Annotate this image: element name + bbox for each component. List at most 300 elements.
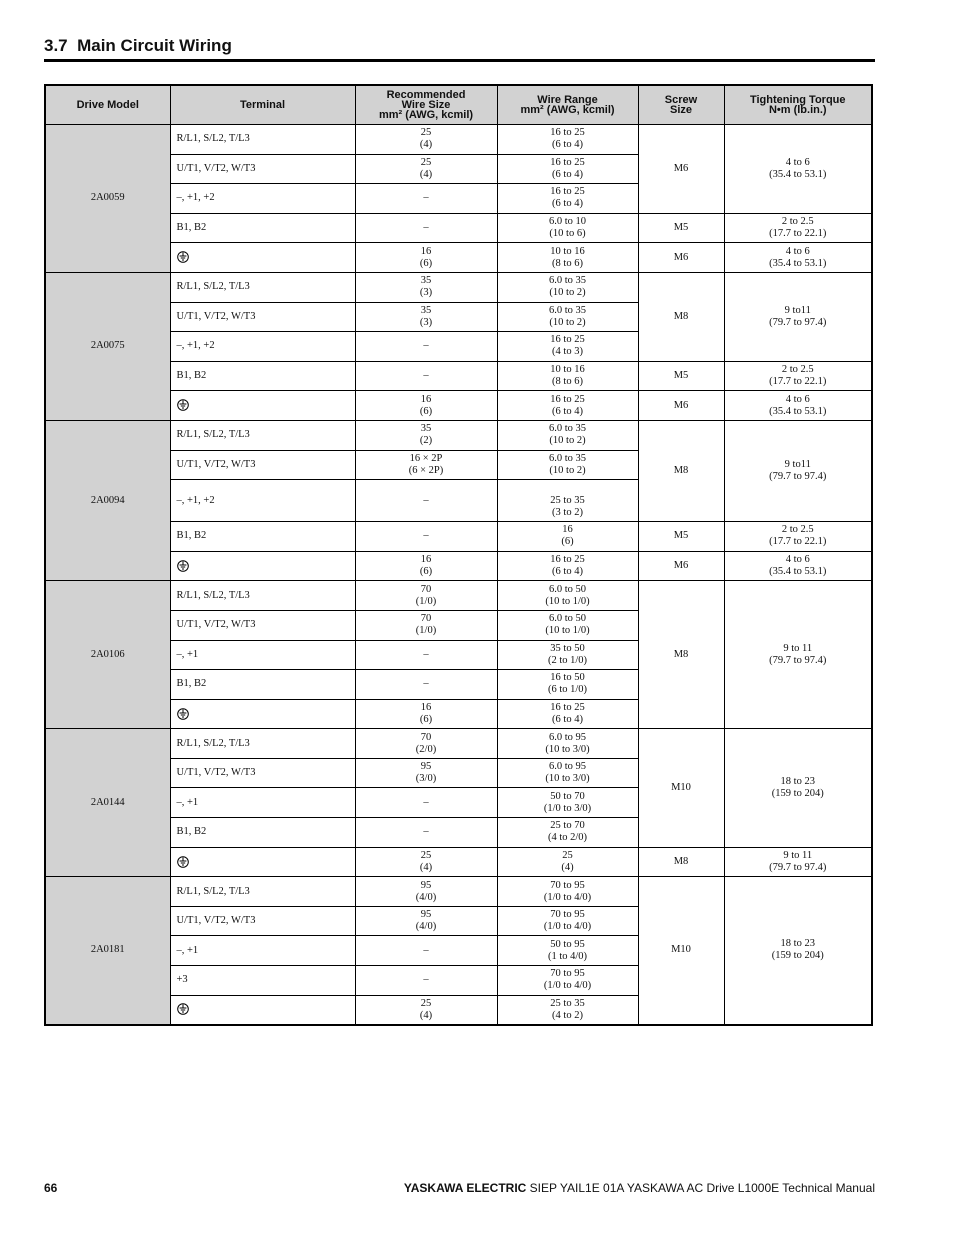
screw-size-cell: M6 [638, 125, 724, 214]
cell-line: 25 [420, 156, 432, 168]
header-drive-model: Drive Model [45, 85, 170, 125]
header-tightening-torque [724, 85, 872, 125]
screw-size-cell: M10 [638, 729, 724, 847]
terminal-cell: –, +1, +2 [170, 332, 355, 362]
wire-range-cell [497, 788, 638, 818]
cell-line: 16 to 25 [550, 334, 585, 346]
terminal-cell [170, 847, 355, 877]
cell-line: 9 to11 [784, 304, 811, 316]
terminal-cell: B1, B2 [170, 818, 355, 848]
recommended-wire-size-cell [355, 332, 497, 362]
wire-range-cell [497, 847, 638, 877]
screw-size-cell: M8 [638, 847, 724, 877]
cell-line: – [423, 678, 429, 690]
cell-line: (4) [419, 139, 433, 151]
cell-line: – [423, 826, 429, 838]
terminal-cell: B1, B2 [170, 213, 355, 243]
cell-line: (79.7 to 97.4) [769, 654, 827, 666]
recommended-wire-size-cell [355, 847, 497, 877]
wiring-spec-table [44, 84, 873, 1026]
header-screw-size [638, 85, 724, 125]
drive-model-cell: 2A0181 [45, 877, 170, 1025]
recommended-wire-size-cell [355, 154, 497, 184]
ground-icon [177, 399, 189, 411]
cell-line: 9 to11 [784, 459, 811, 471]
terminal-cell [170, 391, 355, 421]
screw-size-cell: M5 [638, 361, 724, 391]
cell-line: 2 to 2.5 [781, 364, 814, 376]
cell-line: (79.7 to 97.4) [769, 316, 827, 328]
recommended-wire-size-cell [355, 125, 497, 155]
header-line: mm² (AWG, kcmil) [520, 104, 615, 116]
cell-line: – [423, 648, 429, 660]
cell-line: (3) [419, 316, 433, 328]
terminal-cell: B1, B2 [170, 361, 355, 391]
cell-line: 6.0 to 35 [548, 275, 587, 287]
terminal-cell: R/L1, S/L2, T/L3 [170, 877, 355, 907]
cell-line: (10 to 2) [549, 316, 586, 328]
recommended-wire-size-cell [355, 788, 497, 818]
cell-line: 6.0 to 95 [548, 731, 587, 743]
cell-line: 16 to 25 [550, 127, 585, 139]
terminal-cell: –, +1 [170, 788, 355, 818]
wire-range-cell [497, 729, 638, 759]
tightening-torque-cell [724, 361, 872, 391]
cell-line: (2) [419, 435, 433, 447]
recommended-wire-size-cell [355, 302, 497, 332]
recommended-wire-size-cell [355, 184, 497, 214]
terminal-cell: U/T1, V/T2, W/T3 [170, 610, 355, 640]
wire-range-cell [497, 243, 638, 273]
cell-line: 18 to 23 [780, 938, 815, 950]
terminal-cell: –, +1 [170, 936, 355, 966]
wire-range-cell [497, 699, 638, 729]
table-row [45, 213, 872, 243]
cell-line: 70 to 95 [550, 968, 585, 980]
cell-line: 50 to 95 [550, 938, 585, 950]
terminal-cell: R/L1, S/L2, T/L3 [170, 729, 355, 759]
cell-line: (1/0 to 4/0) [543, 891, 592, 903]
tightening-torque-cell [724, 272, 872, 361]
screw-size-cell: M6 [638, 243, 724, 273]
cell-line: (4/0) [415, 891, 437, 903]
cell-line: (6 to 4) [552, 405, 583, 417]
header-line: Recommended [386, 89, 466, 101]
header-recommended-wire-size [355, 85, 497, 125]
screw-size-cell: M8 [638, 420, 724, 521]
recommended-wire-size-cell [355, 877, 497, 907]
section-number: 3.7 [44, 36, 68, 55]
screw-size-cell: M5 [638, 522, 724, 552]
wire-range-cell [497, 818, 638, 848]
screw-size-cell: M6 [638, 391, 724, 421]
cell-line: (6) [419, 713, 433, 725]
cell-line: 10 to 16 [550, 364, 585, 376]
terminal-cell: –, +1, +2 [170, 184, 355, 214]
cell-line: – [423, 944, 429, 956]
ground-icon [177, 560, 189, 572]
cell-line: 95 [420, 761, 432, 773]
table-row [45, 877, 872, 907]
cell-line: 16 to 25 [550, 156, 585, 168]
cell-line: 9 to 11 [783, 642, 813, 654]
cell-line: (6 to 1/0) [547, 684, 588, 696]
cell-line: (10 to 1/0) [545, 625, 590, 637]
cell-line: (8 to 6) [552, 257, 583, 269]
wire-range-cell [497, 420, 638, 450]
tightening-torque-cell [724, 581, 872, 729]
recommended-wire-size-cell [355, 551, 497, 581]
cell-line: 35 [420, 423, 432, 435]
screw-size-cell: M10 [638, 877, 724, 1025]
recommended-wire-size-cell [355, 480, 497, 522]
recommended-wire-size-cell [355, 581, 497, 611]
cell-line: (6 to 4) [552, 139, 583, 151]
cell-line: 4 to 6 [785, 156, 810, 168]
terminal-cell: –, +1, +2 [170, 480, 355, 522]
recommended-wire-size-cell [355, 522, 497, 552]
tightening-torque-cell [724, 213, 872, 243]
wire-range-cell [497, 480, 638, 522]
cell-line: (17.7 to 22.1) [769, 376, 827, 388]
cell-line: (6 × 2P) [408, 464, 444, 476]
title-rule [44, 59, 875, 62]
cell-line: (17.7 to 22.1) [769, 228, 827, 240]
drive-model-cell: 2A0094 [45, 420, 170, 580]
tightening-torque-cell [724, 877, 872, 1025]
wire-range-cell [497, 154, 638, 184]
drive-model-cell: 2A0075 [45, 272, 170, 420]
cell-line: 6.0 to 10 [548, 216, 587, 228]
ground-icon [177, 856, 189, 868]
recommended-wire-size-cell [355, 818, 497, 848]
cell-line: (4 to 2/0) [547, 832, 588, 844]
cell-line: (4 to 3) [552, 346, 583, 358]
tightening-torque-cell [724, 551, 872, 581]
tightening-torque-cell [724, 391, 872, 421]
cell-line: (10 to 3/0) [545, 773, 590, 785]
wire-range-cell [497, 551, 638, 581]
terminal-cell: U/T1, V/T2, W/T3 [170, 302, 355, 332]
cell-line: 25 [562, 849, 573, 861]
recommended-wire-size-cell [355, 995, 497, 1025]
terminal-cell: R/L1, S/L2, T/L3 [170, 581, 355, 611]
cell-line: (17.7 to 22.1) [769, 536, 827, 548]
terminal-cell: U/T1, V/T2, W/T3 [170, 906, 355, 936]
cell-line: 16 to 25 [550, 393, 585, 405]
cell-line: 35 [420, 275, 432, 287]
cell-line: (10 to 6) [549, 228, 586, 240]
wire-range-cell [497, 610, 638, 640]
recommended-wire-size-cell [355, 213, 497, 243]
table-row [45, 581, 872, 611]
footer-brand: YASKAWA ELECTRIC [403, 1181, 527, 1195]
table-row [45, 361, 872, 391]
cell-line: (10 to 3/0) [545, 743, 590, 755]
cell-line: (6) [419, 566, 433, 578]
recommended-wire-size-cell [355, 450, 497, 480]
cell-line: 6.0 to 35 [548, 423, 587, 435]
cell-line: (35.4 to 53.1) [769, 168, 827, 180]
cell-line: 35 to 50 [550, 642, 585, 654]
header-line: Wire Range [537, 94, 598, 106]
cell-line: 10 to 16 [550, 245, 585, 257]
section-title [44, 36, 232, 56]
page-number: 66 [44, 1181, 58, 1195]
header-wire-range [497, 85, 638, 125]
cell-line: 70 [420, 731, 432, 743]
cell-line: (6 to 4) [552, 713, 583, 725]
cell-line: (159 to 204) [771, 787, 824, 799]
cell-line: (159 to 204) [771, 950, 824, 962]
cell-line: 6.0 to 50 [548, 583, 587, 595]
ground-icon [177, 708, 189, 720]
table-row [45, 125, 872, 155]
cell-line: 25 [420, 849, 432, 861]
cell-line [500, 483, 636, 495]
cell-line: (4) [419, 861, 433, 873]
cell-line: (3) [419, 287, 433, 299]
cell-line: (6 to 4) [552, 198, 583, 210]
cell-line: 70 [420, 583, 432, 595]
cell-line: – [423, 796, 429, 808]
wire-range-cell [497, 581, 638, 611]
wire-range-cell [497, 213, 638, 243]
table-row [45, 729, 872, 759]
cell-line: (6) [561, 536, 574, 548]
cell-line: (10 to 2) [549, 464, 586, 476]
cell-line: – [423, 494, 429, 506]
cell-line: 6.0 to 95 [548, 761, 587, 773]
drive-model-cell: 2A0144 [45, 729, 170, 877]
cell-line: – [423, 974, 429, 986]
recommended-wire-size-cell [355, 361, 497, 391]
table-row [45, 522, 872, 552]
tightening-torque-cell [724, 729, 872, 847]
wire-range-cell [497, 906, 638, 936]
cell-line: (4/0) [415, 921, 437, 933]
cell-line: (3/0) [415, 773, 437, 785]
cell-line: 16 to 50 [550, 672, 585, 684]
cell-line: (10 to 2) [549, 287, 586, 299]
table-body [45, 125, 872, 1025]
tightening-torque-cell [724, 243, 872, 273]
wire-range-cell [497, 670, 638, 700]
cell-line: 16 [562, 524, 573, 536]
recommended-wire-size-cell [355, 906, 497, 936]
cell-line: 35 [420, 304, 432, 316]
cell-line: 6.0 to 35 [548, 304, 587, 316]
cell-line: 18 to 23 [780, 775, 815, 787]
recommended-wire-size-cell [355, 729, 497, 759]
drive-model-cell: 2A0106 [45, 581, 170, 729]
table-header-row [45, 85, 872, 125]
cell-line: (10 to 2) [549, 435, 586, 447]
cell-line: 16 × 2P [409, 452, 443, 464]
tightening-torque-cell [724, 847, 872, 877]
tightening-torque-cell [724, 522, 872, 552]
screw-size-cell: M8 [638, 581, 724, 729]
table-row [45, 391, 872, 421]
cell-line: (1/0 to 3/0) [543, 802, 592, 814]
wire-range-cell [497, 640, 638, 670]
terminal-cell [170, 243, 355, 273]
terminal-cell: +3 [170, 966, 355, 996]
cell-line: (2 to 1/0) [547, 654, 588, 666]
ground-icon [177, 1003, 189, 1015]
recommended-wire-size-cell [355, 391, 497, 421]
cell-line: (35.4 to 53.1) [769, 257, 827, 269]
screw-size-cell: M5 [638, 213, 724, 243]
wire-range-cell [497, 332, 638, 362]
cell-line: (6 to 4) [552, 566, 583, 578]
cell-line: (6) [419, 405, 433, 417]
cell-line: – [423, 340, 429, 352]
terminal-cell [170, 995, 355, 1025]
table-row [45, 551, 872, 581]
cell-line: (4) [419, 168, 433, 180]
wire-range-cell [497, 966, 638, 996]
terminal-cell: U/T1, V/T2, W/T3 [170, 154, 355, 184]
cell-line: (2/0) [415, 743, 437, 755]
header-line: N•m (lb.in.) [768, 104, 827, 116]
table-row [45, 243, 872, 273]
cell-line: (1/0 to 4/0) [543, 921, 592, 933]
recommended-wire-size-cell [355, 640, 497, 670]
cell-line: (6 to 4) [552, 168, 583, 180]
cell-line: 2 to 2.5 [781, 524, 814, 536]
wire-range-cell [497, 758, 638, 788]
cell-line: – [423, 222, 429, 234]
terminal-cell: U/T1, V/T2, W/T3 [170, 450, 355, 480]
cell-line: 25 to 35 [550, 997, 585, 1009]
footer-document-title: SIEP YAIL1E 01A YASKAWA AC Drive L1000E Technical Manual [529, 1181, 875, 1195]
screw-size-cell: M6 [638, 551, 724, 581]
cell-line: 6.0 to 50 [548, 613, 587, 625]
cell-line: (1 to 4/0) [547, 950, 588, 962]
cell-line: 16 to 25 [550, 701, 585, 713]
ground-icon [177, 251, 189, 263]
cell-line: (4) [561, 861, 574, 873]
recommended-wire-size-cell [355, 610, 497, 640]
cell-line: (1/0) [415, 595, 437, 607]
terminal-cell: –, +1 [170, 640, 355, 670]
cell-line: 70 [420, 613, 432, 625]
footer-document-info [404, 1181, 875, 1195]
cell-line: (10 to 1/0) [545, 595, 590, 607]
wire-range-cell [497, 995, 638, 1025]
cell-line: (6) [419, 257, 433, 269]
cell-line: 4 to 6 [785, 245, 810, 257]
cell-line: 4 to 6 [785, 554, 810, 566]
cell-line: 9 to 11 [783, 849, 813, 861]
cell-line: 70 to 95 [550, 909, 585, 921]
header-line: Screw [664, 94, 698, 106]
terminal-cell: R/L1, S/L2, T/L3 [170, 125, 355, 155]
wire-range-cell [497, 522, 638, 552]
cell-line: 16 [420, 554, 432, 566]
cell-line: 25 to 35 [550, 494, 585, 506]
header-line: Wire Size [401, 99, 451, 111]
recommended-wire-size-cell [355, 243, 497, 273]
recommended-wire-size-cell [355, 936, 497, 966]
cell-line: 25 [420, 997, 432, 1009]
cell-line: (4) [419, 1009, 433, 1021]
header-line: Tightening Torque [749, 94, 846, 106]
terminal-cell: B1, B2 [170, 670, 355, 700]
terminal-cell: R/L1, S/L2, T/L3 [170, 272, 355, 302]
wire-range-cell [497, 125, 638, 155]
cell-line: 16 [420, 393, 432, 405]
section-name: Main Circuit Wiring [77, 36, 232, 55]
wire-range-cell [497, 302, 638, 332]
terminal-cell [170, 551, 355, 581]
cell-line: – [423, 192, 429, 204]
cell-line: (3 to 2) [552, 506, 583, 518]
cell-line: 16 to 25 [550, 186, 585, 198]
header-terminal: Terminal [170, 85, 355, 125]
cell-line: (35.4 to 53.1) [769, 405, 827, 417]
cell-line: (35.4 to 53.1) [769, 566, 827, 578]
screw-size-cell: M8 [638, 272, 724, 361]
wire-range-cell [497, 877, 638, 907]
cell-line: – [423, 370, 429, 382]
table-row [45, 272, 872, 302]
header-line: mm² (AWG, kcmil) [378, 109, 474, 121]
cell-line: (4 to 2) [552, 1009, 583, 1021]
drive-model-cell: 2A0059 [45, 125, 170, 273]
terminal-cell [170, 699, 355, 729]
cell-line: (8 to 6) [552, 376, 583, 388]
cell-line: (1/0 to 4/0) [543, 980, 592, 992]
cell-line: 2 to 2.5 [781, 216, 814, 228]
recommended-wire-size-cell [355, 272, 497, 302]
cell-line: (1/0) [415, 625, 437, 637]
tightening-torque-cell [724, 420, 872, 521]
wire-range-cell [497, 450, 638, 480]
terminal-cell: R/L1, S/L2, T/L3 [170, 420, 355, 450]
header-line: Size [669, 104, 692, 116]
recommended-wire-size-cell [355, 758, 497, 788]
table-row [45, 420, 872, 450]
cell-line: (79.7 to 97.4) [769, 861, 827, 873]
recommended-wire-size-cell [355, 966, 497, 996]
wire-range-cell [497, 272, 638, 302]
wire-range-cell [497, 391, 638, 421]
cell-line: 50 to 70 [550, 790, 585, 802]
terminal-cell: U/T1, V/T2, W/T3 [170, 758, 355, 788]
cell-line: – [423, 530, 429, 542]
cell-line: 25 [420, 127, 432, 139]
cell-line: 16 [420, 245, 432, 257]
cell-line: 16 to 25 [550, 554, 585, 566]
cell-line: 70 to 95 [550, 879, 585, 891]
wire-range-cell [497, 936, 638, 966]
terminal-cell: B1, B2 [170, 522, 355, 552]
recommended-wire-size-cell [355, 420, 497, 450]
cell-line: 4 to 6 [785, 393, 810, 405]
cell-line: 95 [420, 909, 432, 921]
wire-range-cell [497, 184, 638, 214]
wire-range-cell [497, 361, 638, 391]
cell-line: 16 [420, 701, 432, 713]
cell-line: 25 to 70 [550, 820, 585, 832]
tightening-torque-cell [724, 125, 872, 214]
recommended-wire-size-cell [355, 699, 497, 729]
cell-line: 6.0 to 35 [548, 452, 587, 464]
cell-line: 95 [420, 879, 432, 891]
table-row [45, 847, 872, 877]
